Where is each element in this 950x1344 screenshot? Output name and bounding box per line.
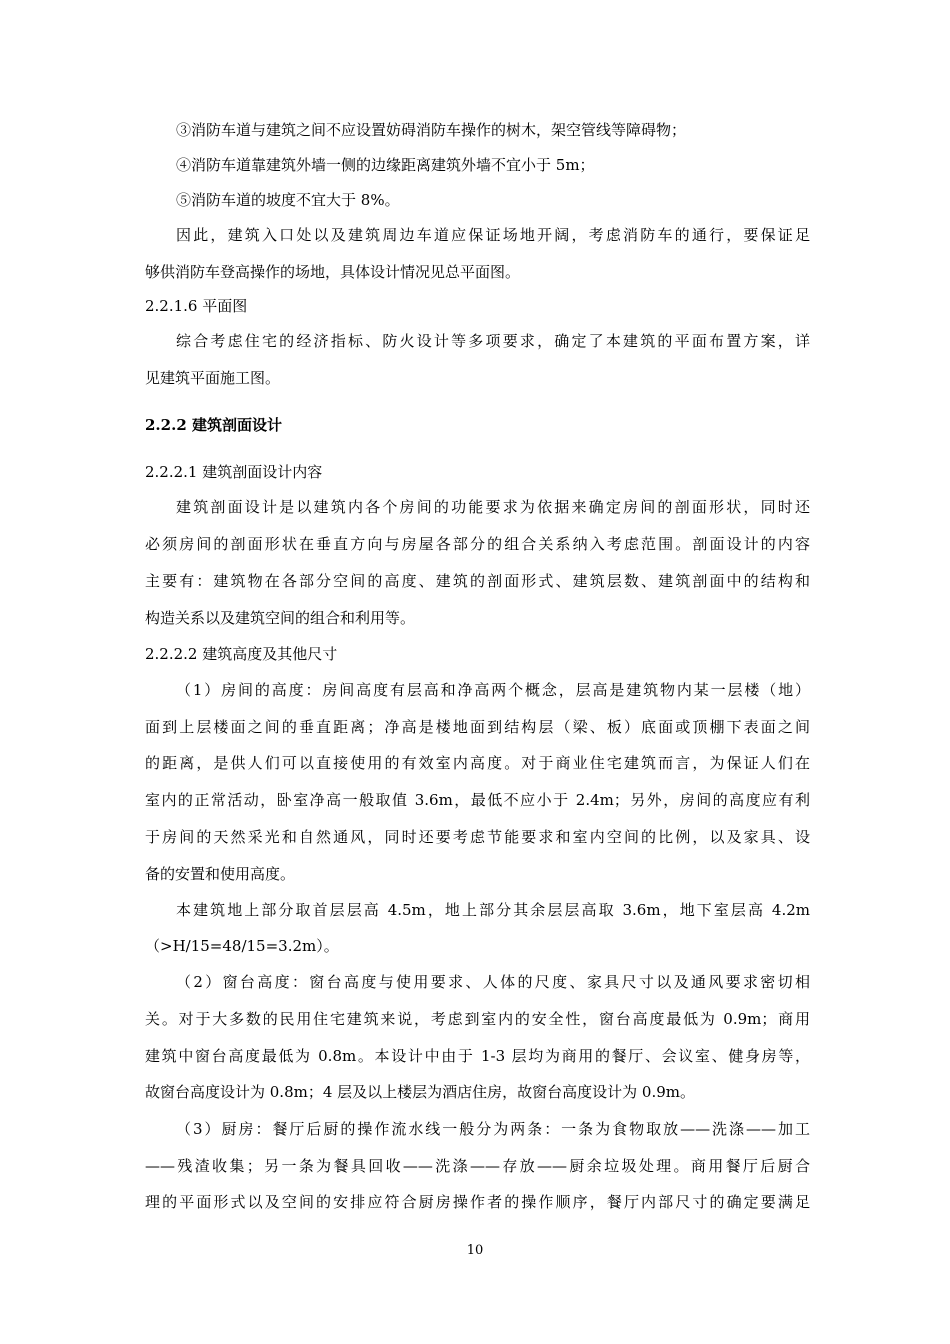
subsection-heading: 2.2.1.6 平面图 xyxy=(145,297,248,315)
text-line: 见建筑平面施工图。 xyxy=(145,369,281,387)
text-line: 室内的正常活动，卧室净高一般取值 3.6m，最低不应小于 2.4m；另外，房间的高度应有利 xyxy=(145,791,810,809)
text-line: 理的平面形式以及空间的安排应符合厨房操作者的操作顺序，餐厅内部尺寸的确定要满足 xyxy=(145,1193,810,1211)
text-line: 的距离，是供人们可以直接使用的有效室内高度。对于商业住宅建筑而言，为保证人们在 xyxy=(145,754,810,772)
text-line: 因此，建筑入口处以及建筑周边车道应保证场地开阔，考虑消防车的通行，要保证足 xyxy=(176,226,810,244)
section-heading: 2.2.2 建筑剖面设计 xyxy=(145,416,282,434)
text-line: 于房间的天然采光和自然通风，同时还要考虑节能要求和室内空间的比例，以及家具、设 xyxy=(145,828,810,846)
text-line: （2）窗台高度：窗台高度与使用要求、人体的尺度、家具尺寸以及通风要求密切相 xyxy=(176,973,810,991)
text-line: （>H/15=48/15=3.2m）。 xyxy=(145,937,339,955)
text-line: 综合考虑住宅的经济指标、防火设计等多项要求，确定了本建筑的平面布置方案，详 xyxy=(176,332,810,350)
subsection-heading: 2.2.2.2 建筑高度及其他尺寸 xyxy=(145,645,338,663)
text-line: 构造关系以及建筑空间的组合和利用等。 xyxy=(145,609,416,627)
text-line: 本建筑地上部分取首层层高 4.5m，地上部分其余层层高取 3.6m，地下室层高 4.2m xyxy=(176,901,810,919)
text-line: ④消防车道靠建筑外墙一侧的边缘距离建筑外墙不宜小于 5m； xyxy=(176,156,595,174)
text-line: （1）房间的高度：房间高度有层高和净高两个概念，层高是建筑物内某一层楼（地） xyxy=(176,681,810,699)
text-line: （3）厨房：餐厅后厨的操作流水线一般分为两条：一条为食物取放——洗涤——加工 xyxy=(176,1120,810,1138)
text-line: 关。对于大多数的民用住宅建筑来说，考虑到室内的安全性，窗台高度最低为 0.9m；商用 xyxy=(145,1010,810,1028)
subsection-heading: 2.2.2.1 建筑剖面设计内容 xyxy=(145,463,323,481)
text-line: 够供消防车登高操作的场地，具体设计情况见总平面图。 xyxy=(145,263,521,281)
text-line: 建筑中窗台高度最低为 0.8m。本设计中由于 1-3 层均为商用的餐厅、会议室、健身房等， xyxy=(145,1047,810,1065)
page-number: 10 xyxy=(466,1243,484,1258)
text-line: 建筑剖面设计是以建筑内各个房间的功能要求为依据来确定房间的剖面形状，同时还 xyxy=(176,498,810,516)
text-line: 必须房间的剖面形状在垂直方向与房屋各部分的组合关系纳入考虑范围。剖面设计的内容 xyxy=(145,535,810,553)
text-line: ③消防车道与建筑之间不应设置妨碍消防车操作的树木，架空管线等障碍物； xyxy=(176,121,687,139)
text-line: ——残渣收集；另一条为餐具回收——洗涤——存放——厨余垃圾处理。商用餐厅后厨合 xyxy=(145,1157,810,1175)
text-line: 面到上层楼面之间的垂直距离；净高是楼地面到结构层（梁、板）底面或顶棚下表面之间 xyxy=(145,718,810,736)
text-line: ⑤消防车道的坡度不宜大于 8%。 xyxy=(176,191,400,209)
text-line: 备的安置和使用高度。 xyxy=(145,865,296,883)
text-line: 主要有：建筑物在各部分空间的高度、建筑的剖面形式、建筑层数、建筑剖面中的结构和 xyxy=(145,572,810,590)
text-line: 故窗台高度设计为 0.8m；4 层及以上楼层为酒店住房，故窗台高度设计为 0.9m。 xyxy=(145,1083,696,1101)
